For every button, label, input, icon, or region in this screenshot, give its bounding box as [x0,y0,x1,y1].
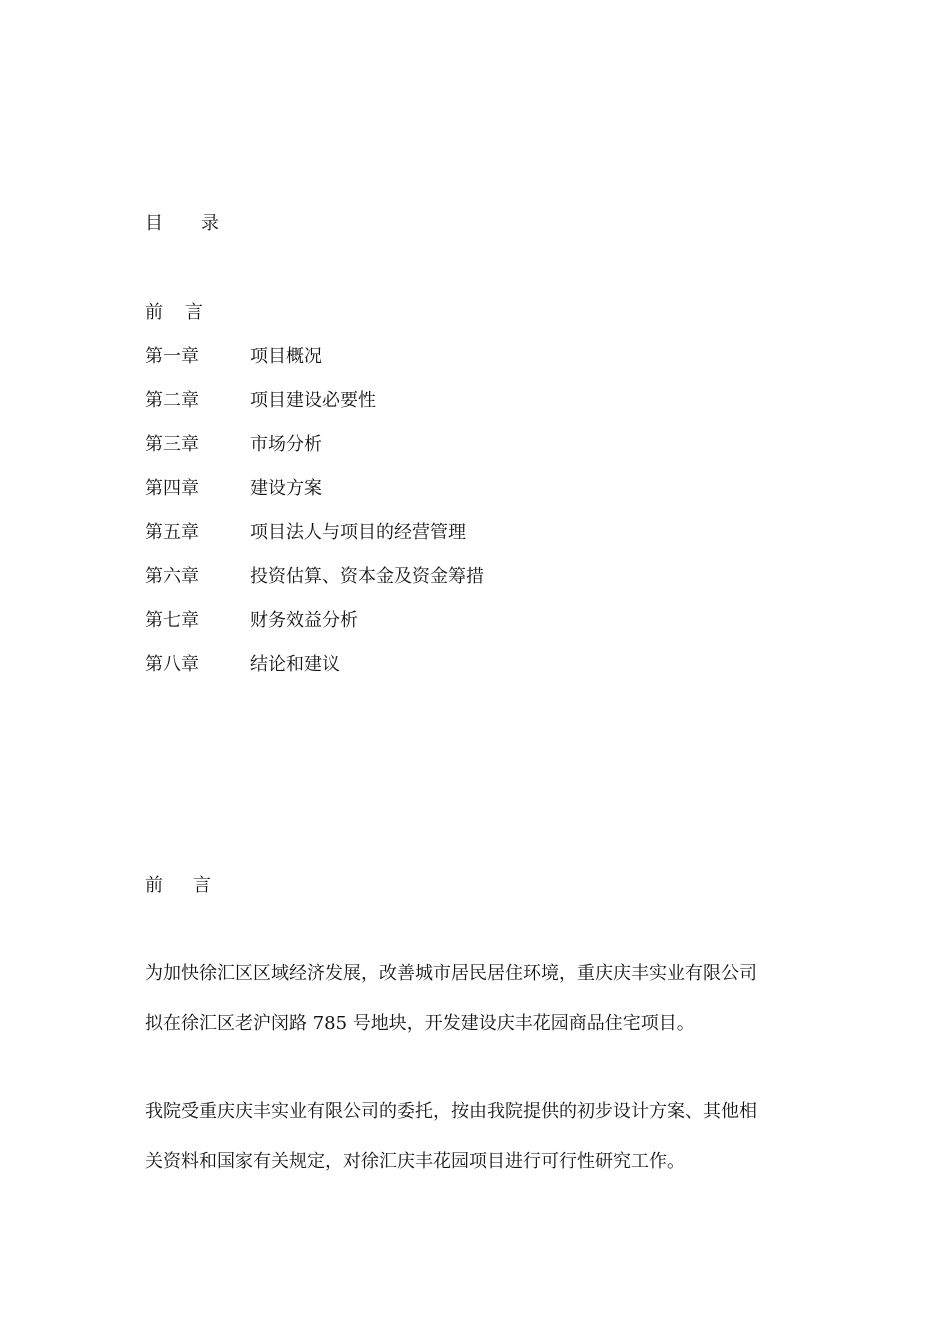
toc-item-chapter-3 [145,432,484,476]
toc-chapter-title: 投资估算、资本金及资金筹措 [250,566,484,587]
toc-preface-char-1: 前 [145,302,163,323]
toc-heading-char-1: 目 [145,213,163,234]
paragraph-line: 为加快徐汇区区域经济发展，改善城市居民居住环境，重庆庆丰实业有限公司 [145,963,757,984]
preface-paragraph-2 [145,1099,810,1199]
toc-chapter-title: 财务效益分析 [250,610,358,631]
paragraph-line: 关资料和国家有关规定，对徐汇庆丰花园项目进行可行性研究工作。 [145,1151,685,1172]
toc-chapter-title: 结论和建议 [250,654,340,675]
preface-paragraph-1 [145,961,810,1061]
toc-item-chapter-2 [145,388,484,432]
paragraph-line: 我院受重庆庆丰实业有限公司的委托，按由我院提供的初步设计方案、其他相 [145,1101,757,1122]
toc-item-chapter-1 [145,344,484,388]
toc-item-chapter-6 [145,564,484,608]
toc-preface-char-2: 言 [185,302,203,323]
toc-item-chapter-8 [145,652,484,696]
toc-item-chapter-7 [145,608,484,652]
toc-item-preface [145,300,484,344]
toc-chapter-title: 市场分析 [250,434,322,455]
paragraph-line: 拟在徐汇区老沪闵路 785 号地块，开发建设庆丰花园商品住宅项目。 [145,1013,695,1034]
toc-item-chapter-5 [145,520,484,564]
toc-chapter-title: 建设方案 [250,478,322,499]
preface-heading-char-2: 言 [193,875,211,896]
preface-heading [145,874,211,898]
toc-chapter-title: 项目法人与项目的经营管理 [250,522,466,543]
preface-heading-char-1: 前 [145,875,163,896]
toc-item-chapter-4 [145,476,484,520]
toc-list [145,300,484,696]
toc-chapter-number: 第三章 [145,434,199,455]
toc-chapter-number: 第四章 [145,478,199,499]
toc-heading-char-2: 录 [201,213,219,234]
toc-heading [145,212,219,236]
toc-chapter-title: 项目建设必要性 [250,390,376,411]
toc-chapter-number: 第五章 [145,522,199,543]
toc-chapter-number: 第七章 [145,610,199,631]
toc-chapter-number: 第八章 [145,654,199,675]
toc-chapter-number: 第六章 [145,566,199,587]
toc-chapter-number: 第一章 [145,346,199,367]
toc-chapter-number: 第二章 [145,390,199,411]
toc-chapter-title: 项目概况 [250,346,322,367]
